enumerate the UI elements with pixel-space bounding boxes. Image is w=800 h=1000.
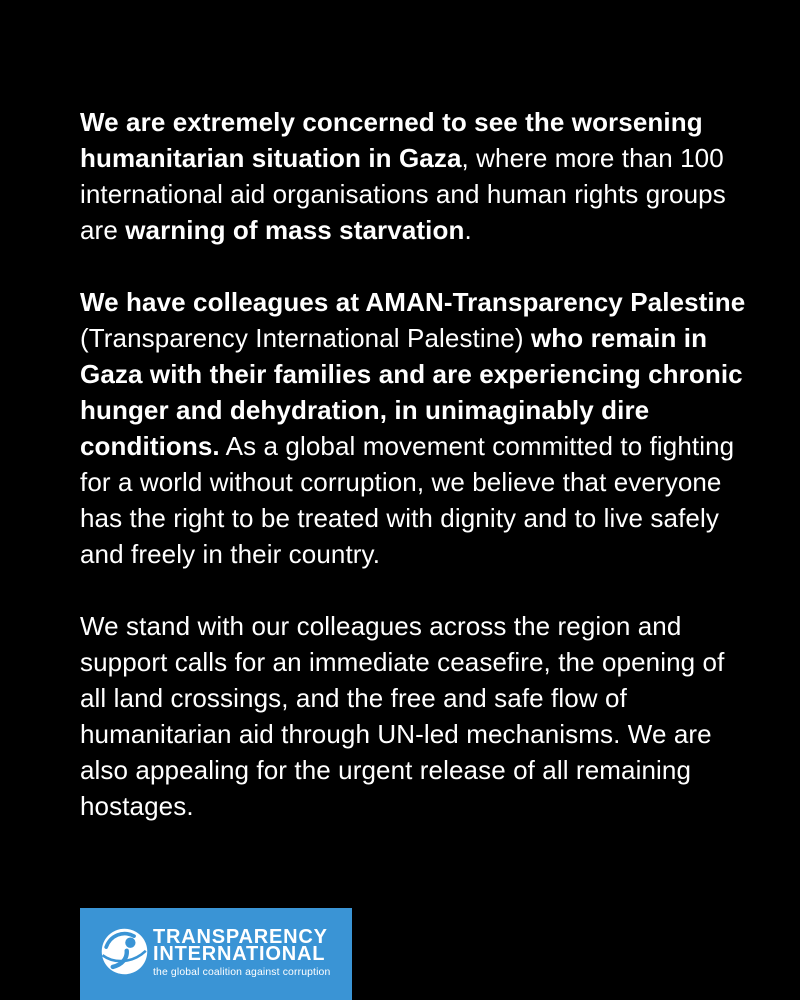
logo-tagline: the global coalition against corruption [153,966,331,978]
logo-wordmark [153,925,331,978]
globe-person-icon [101,928,148,975]
statement-text [80,104,755,860]
statement-paragraph [80,104,755,248]
logo-wordmark-line2: INTERNATIONAL [153,942,326,965]
statement-bold-text: warning of mass starvation [125,215,465,245]
logo-wordmark-line1: TRANSPARENCY [153,925,328,948]
statement-bold-text: We have colleagues at AMAN-Transparency Palestine [80,287,746,317]
statement-bold-text: who remain in Gaza with their families and are experiencing chronic hunger and dehydration, in unimaginably dire conditions. [80,323,743,461]
statement-bold-text: We are extremely concerned to see the worsening humanitarian situation in Gaza [80,107,703,173]
statement-text-segment: (Transparency International Palestine) [80,323,531,353]
statement-paragraph [80,284,755,572]
statement-text-segment: As a global movement committed to fighting for a world without corruption, we believe that everyone has the right to be treated with dignity and to live safely and freely in their country. [80,431,735,569]
transparency-international-logo [80,908,352,1000]
statement-paragraph [80,608,755,824]
statement-text-segment: We stand with our colleagues across the region and support calls for an immediate ceasefire, the opening of all land crossings, and the free and safe flow of humanitarian aid through UN-led mechanisms. We are also appealing for the urgent release of all remaining hostages. [80,611,725,821]
statement-text-segment: , where more than 100 international aid organisations and human rights groups are [80,143,726,245]
statement-text-segment: . [464,215,472,245]
